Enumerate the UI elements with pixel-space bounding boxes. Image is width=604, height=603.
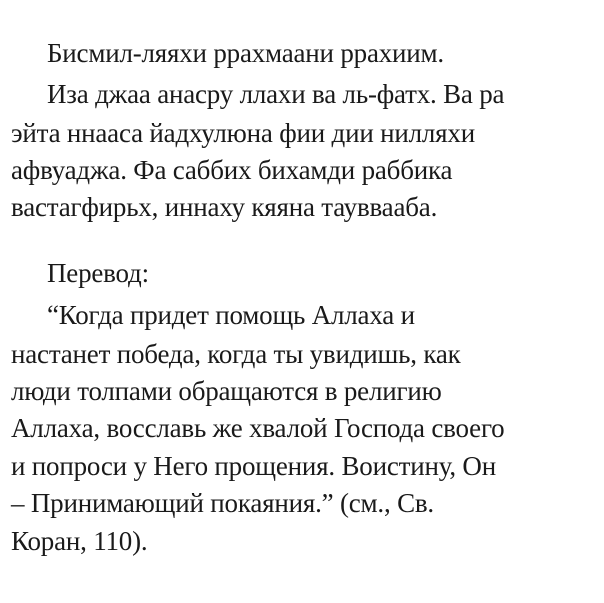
transliteration-line-1: Бисмил-ляяхи ррахмаани ррахиим. [47,38,444,68]
translation-line-4: Аллаха, восславь же хвалой Господа своего [11,413,505,443]
transliteration-line-4: афвуаджа. Фа саббих бихамди раббика [11,155,453,185]
translation-heading: Перевод: [47,258,149,288]
translation-line-7: Коран, 110). [11,526,148,556]
translation-line-6: – Принимающий покаяния.” (см., Св. [11,488,434,518]
translation-line-1: “Когда придет помощь Аллаха и [47,300,415,330]
translation-line-3: люди толпами обращаются в религию [11,376,442,406]
transliteration-line-2: Иза джаа анасру ллахи ва ль-фатх. Ва ра [47,79,505,109]
translation-line-2: настанет победа, когда ты увидишь, как [11,339,461,369]
transliteration-line-3: эйта ннааса йадхулюна фии дии нилляхи [11,118,475,148]
transliteration-line-5: вастагфирьх, иннаху кяяна таувваaба. [11,192,438,222]
translation-line-5: и попроси у Него прощения. Воистину, Он [11,451,496,481]
